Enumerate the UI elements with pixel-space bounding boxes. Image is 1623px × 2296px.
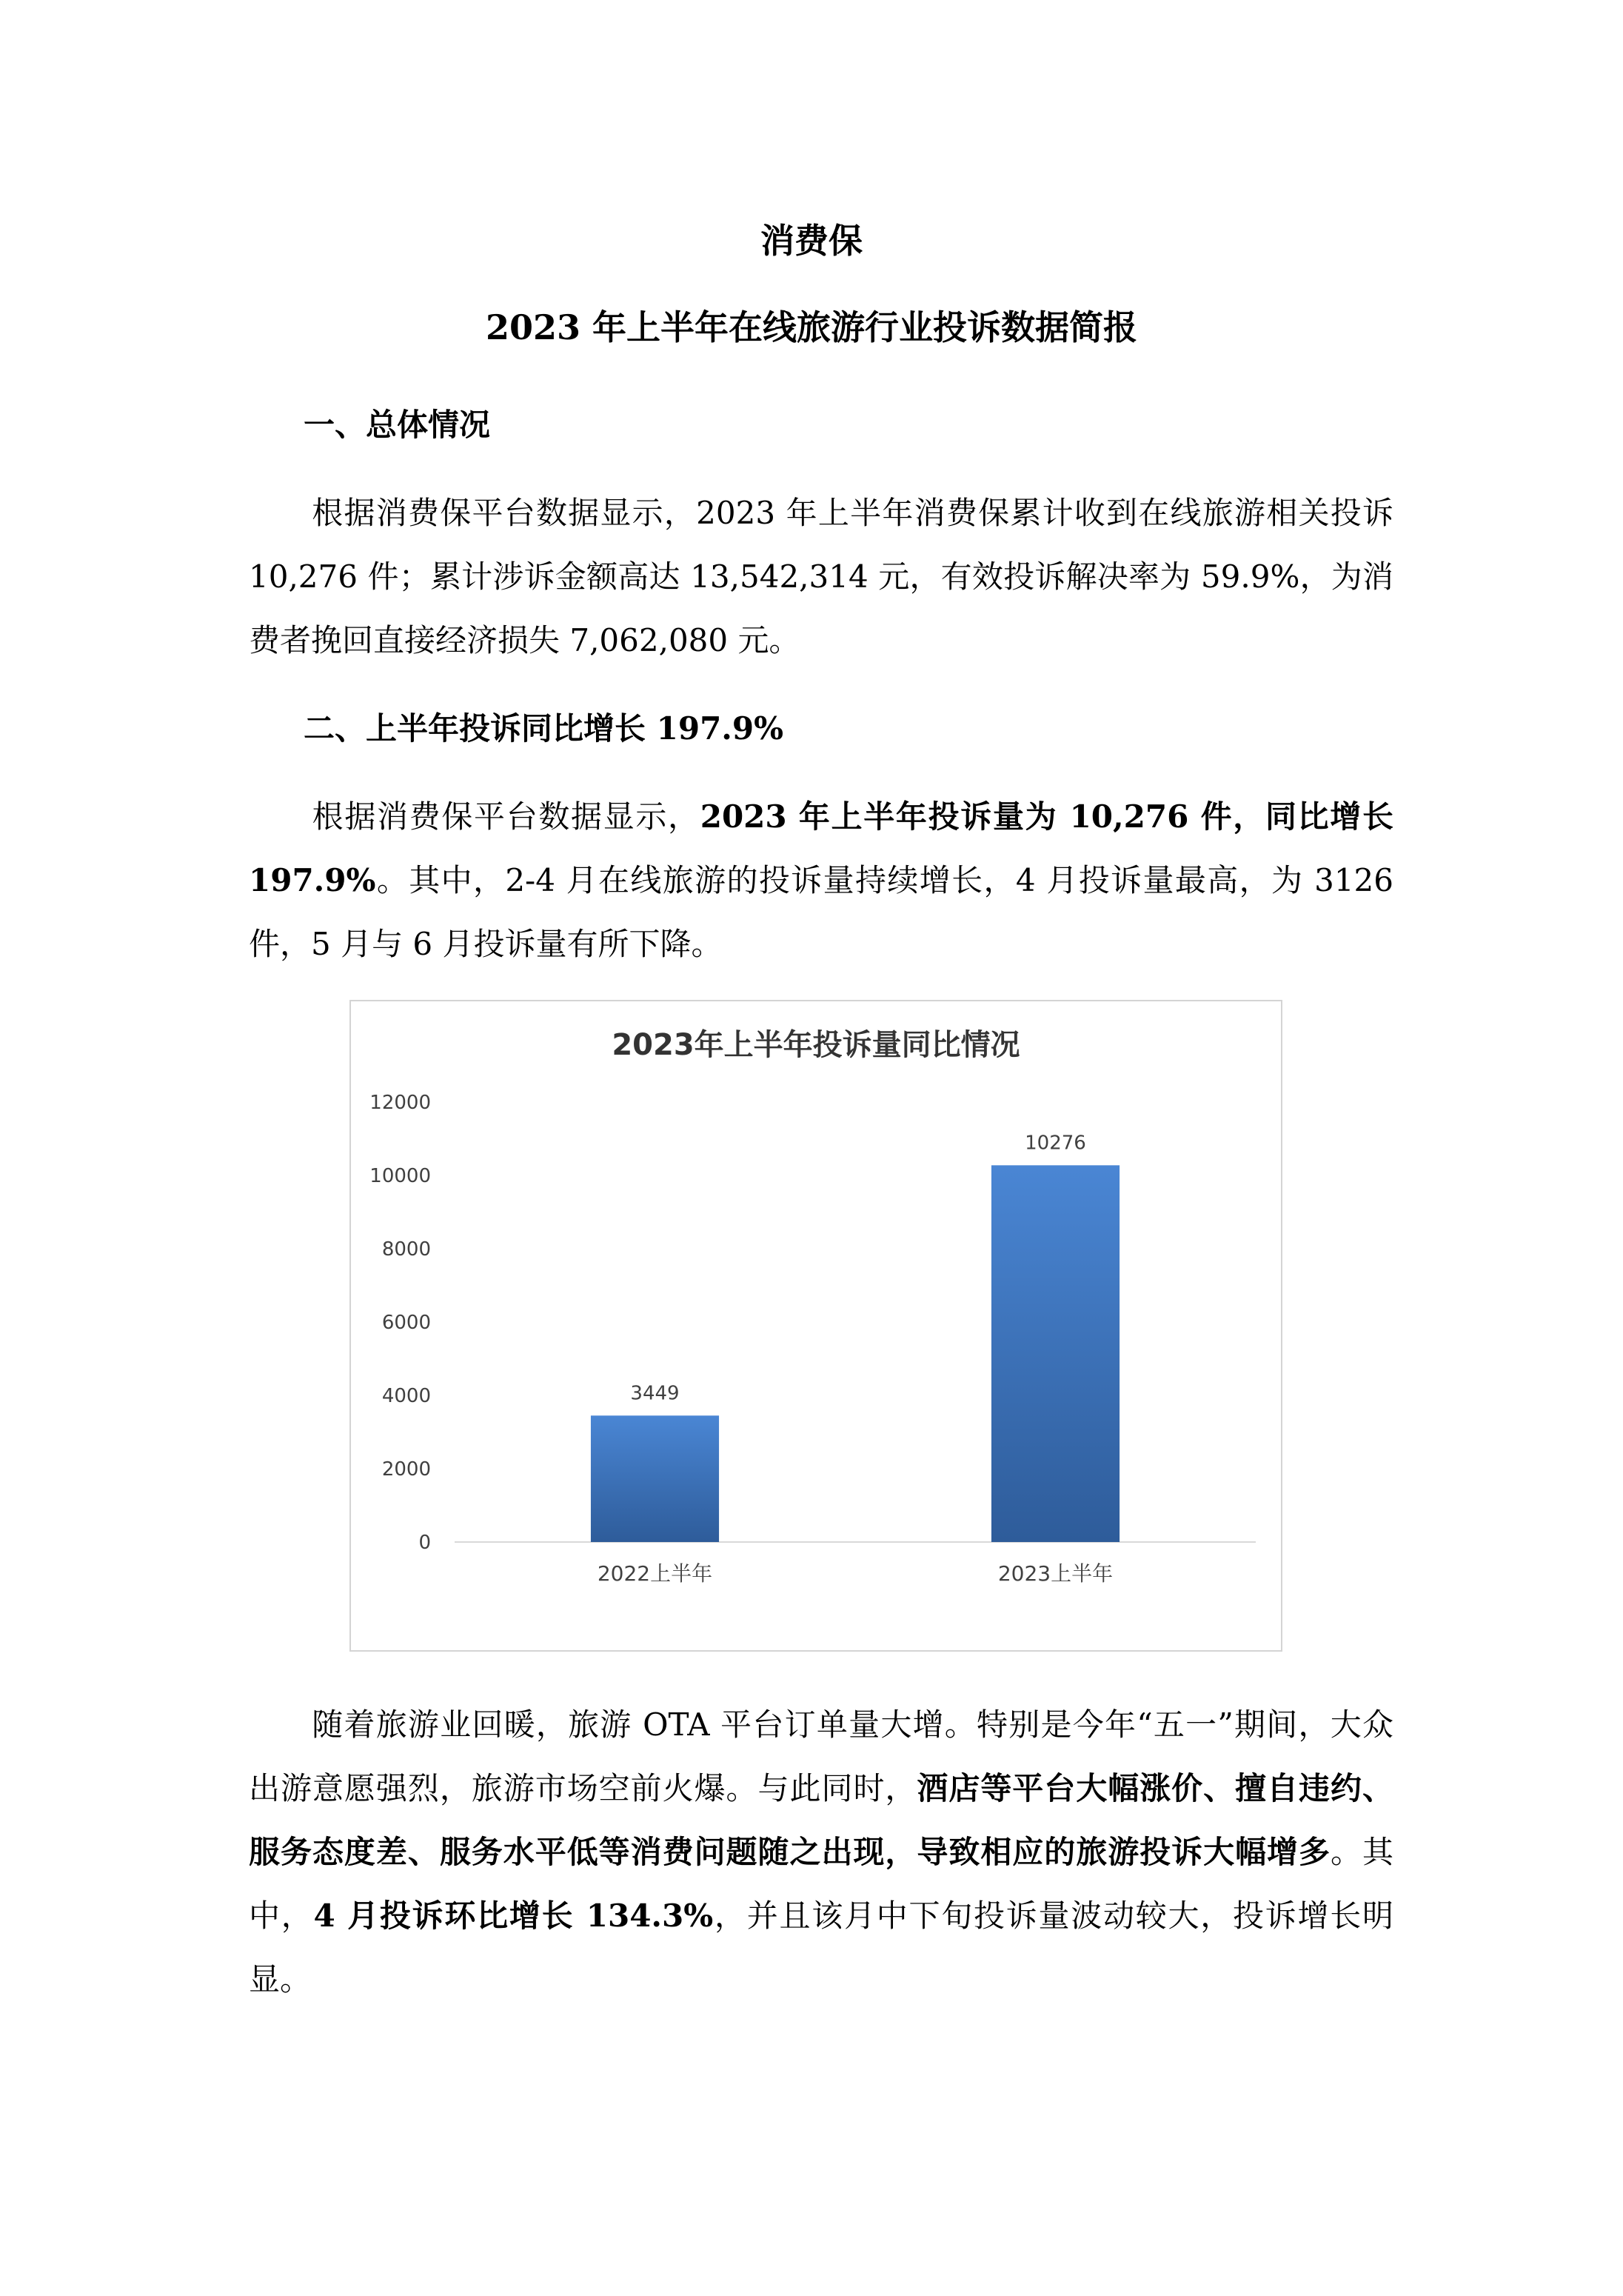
paragraph-analysis-part2: 。其中， [249,1834,1393,1934]
y-tick-label: 6000 [381,1312,431,1334]
bar-0 [591,1415,719,1542]
chart-title: 2023年上半年投诉量同比情况 [612,1028,1020,1062]
chart-bars [591,1165,1120,1542]
paragraph-overview-text: 根据消费保平台数据显示，2023 年上半年消费保累计收到在线旅游相关投诉 10,276 件；累计涉诉金额高达 13,542,314 元，有效投诉解决率为 59.9%，为消费者挽回直接经济损失 7,062,080 元。 [249,495,1393,658]
y-tick-label: 4000 [381,1385,431,1407]
x-category-label: 2023上半年 [997,1561,1114,1586]
complaints-chart [349,1000,1282,1652]
paragraph-analysis-highlight2: 4 月投诉环比增长 134.3% [313,1898,714,1934]
bar-data-label: 10276 [1025,1132,1086,1155]
document-title: 消费保 [760,221,863,261]
y-tick-label: 8000 [381,1238,431,1261]
y-axis-ticks [369,1092,431,1554]
chart-canvas [351,1001,1281,1650]
paragraph-overview [249,481,1393,673]
paragraph-growth [249,785,1393,976]
paragraph-analysis-part1: 随着旅游业回暖，旅游 OTA 平台订单量大增。特别是今年“五一”期间，大众出游意愿强烈，旅游市场空前火爆。与此同时， [249,1706,1393,1806]
paragraph-analysis-part3: ，并且该月中下旬投诉量波动较大，投诉增长明显。 [249,1898,1393,1998]
x-category-label: 2022上半年 [597,1561,713,1586]
paragraph-analysis [249,1693,1393,2012]
y-tick-label: 12000 [369,1092,431,1114]
paragraph-growth-highlight: 2023 年上半年投诉量为 10,276 件，同比增长 197.9% [249,798,1393,898]
y-tick-label: 10000 [369,1165,431,1187]
section-heading-growth: 二、上半年投诉同比增长 197.9% [304,710,784,747]
x-axis-labels [598,1561,1113,1586]
paragraph-growth-rest: 。其中，2-4 月在线旅游的投诉量持续增长，4 月投诉量最高，为 3126 件，5 月与 6 月投诉量有所下降。 [249,862,1393,962]
section-heading-overview: 一、总体情况 [304,407,491,443]
paragraph-analysis-highlight1: 酒店等平台大幅涨价、擅自违约、服务态度差、服务水平低等消费问题随之出现，导致相应的旅游投诉大幅增多 [249,1770,1393,1870]
y-tick-label: 0 [418,1532,431,1554]
paragraph-growth-lead: 根据消费保平台数据显示， [311,798,700,835]
document-subtitle: 2023 年上半年在线旅游行业投诉数据简报 [485,307,1138,347]
bar-1 [991,1165,1120,1542]
bar-data-label: 3449 [630,1382,680,1405]
y-tick-label: 2000 [381,1458,431,1481]
